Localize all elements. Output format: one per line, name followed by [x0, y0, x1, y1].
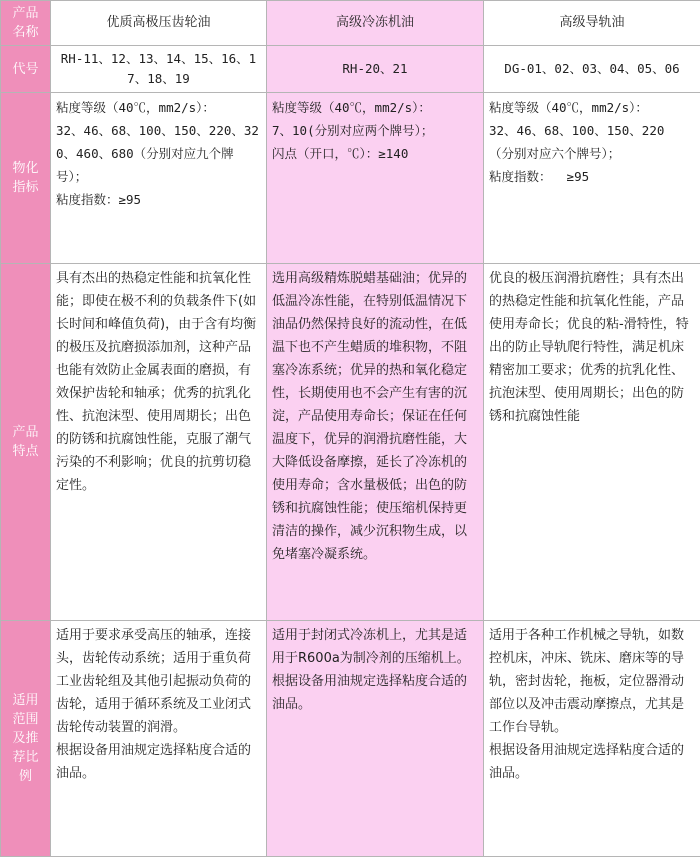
usage-guideway-oil: 适用于各种工作机械之导轨，如数控机床，冲床、铣床、磨床等的导轨，密封齿轮，拖板，定位器滑动部位以及冲击震动摩擦点，尤其是工作台导轨。 根据设备用油规定选择粘度合适的油品。 [484, 621, 700, 857]
label-specs: 物化 指标 [1, 93, 51, 264]
specs-guideway-oil: 粘度等级（40℃，mm2/s）： 32、46、68、100、150、220 （分别对应六个牌号）； 粘度指数： ≥95 [484, 93, 700, 264]
row-product-name [1, 1, 700, 46]
row-code [1, 46, 700, 93]
label-code: 代号 [1, 46, 51, 93]
label-usage: 适用 范围 及推 荐比 例 [1, 621, 51, 857]
specs-gear-oil: 粘度等级（40℃，mm2/s）： 32、46、68、100、150、220、320、460、680（分别对应九个牌号）； 粘度指数：≥95 [51, 93, 267, 264]
label-product-name: 产品 名称 [1, 1, 51, 46]
usage-gear-oil: 适用于要求承受高压的轴承，连接头，齿轮传动系统；适用于重负荷工业齿轮组及其他引起振动负荷的齿轮，适用于循环系统及工业闭式齿轮传动装置的润滑。 根据设备用油规定选择粘度合适的油品。 [51, 621, 267, 857]
product-name-guideway-oil: 高级导轨油 [484, 1, 700, 46]
specs-refrigerator-oil: 粘度等级（40℃，mm2/s）： 7、10(分别对应两个牌号）； 闪点（开口，℃）：≥140 [267, 93, 484, 264]
features-gear-oil: 具有杰出的热稳定性能和抗氧化性能；即使在极不利的负载条件下(如长时间和峰值负荷)，由于含有均衡的极压及抗磨损添加剂，这种产品也能有效防止金属表面的磨损，有效保护齿轮和轴承；优秀的抗乳化性、抗泡沫型、使用周期长；出色的防锈和抗腐蚀性能，克服了潮气污染的不利影响；优良的抗剪切稳定性。 [51, 264, 267, 621]
label-features: 产品 特点 [1, 264, 51, 621]
row-specs [1, 93, 700, 264]
row-usage [1, 621, 700, 857]
usage-refrigerator-oil: 适用于封闭式冷冻机上，尤其是适用于R600a为制冷剂的压缩机上。 根据设备用油规定选择粘度合适的油品。 [267, 621, 484, 857]
features-refrigerator-oil: 选用高级精炼脱蜡基础油；优异的低温冷冻性能，在特别低温情况下油品仍然保持良好的流动性，在低温下也不产生蜡质的堆积物，不阻塞冷冻系统；优异的热和氧化稳定性，长期使用也不会产生有害的沉淀，产品使用寿命长；保证在任何温度下，优异的润滑抗磨性能，大大降低设备摩擦，延长了冷冻机的使用寿命；含水量极低；出色的防锈和抗腐蚀性能；使压缩机保持更清洁的操作，减少沉积物生成，以免堵塞冷凝系统。 [267, 264, 484, 621]
code-guideway-oil: DG-01、02、03、04、05、06 [484, 46, 700, 93]
row-features [1, 264, 700, 621]
product-name-refrigerator-oil: 高级冷冻机油 [267, 1, 484, 46]
code-refrigerator-oil: RH-20、21 [267, 46, 484, 93]
features-guideway-oil: 优良的极压润滑抗磨性；具有杰出的热稳定性能和抗氧化性能，产品使用寿命长；优良的粘-滑特性，特出的防止导轨爬行特性，满足机床精密加工要求；优秀的抗乳化性、抗泡沫型、使用周期长；出色的防锈和抗腐蚀性能 [484, 264, 700, 621]
code-gear-oil: RH-11、12、13、14、15、16、17、18、19 [51, 46, 267, 93]
product-name-gear-oil: 优质高极压齿轮油 [51, 1, 267, 46]
